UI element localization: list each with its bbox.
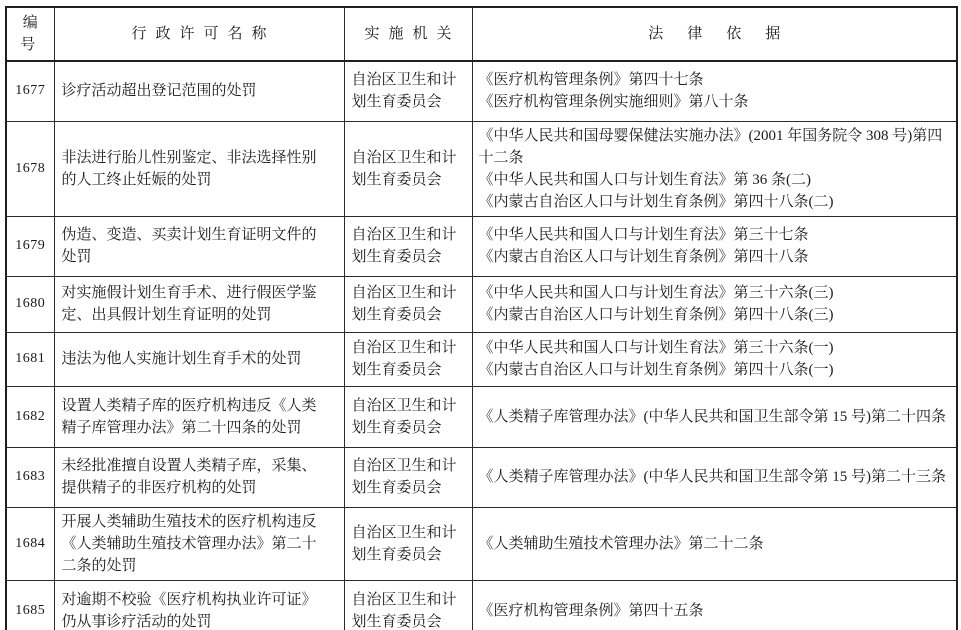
header-agency — [344, 7, 472, 61]
legal-basis-cell — [472, 216, 957, 276]
agency-cell: 自治区卫生和计划生育委员会 — [344, 276, 472, 332]
license-name-cell: 违法为他人实施计划生育手术的处罚 — [54, 332, 344, 386]
legal-basis-line: 《内蒙古自治区人口与计划生育条例》第四十八条(二) — [478, 193, 834, 210]
row-id-cell: 1685 — [6, 580, 54, 630]
table-row — [6, 276, 957, 332]
legal-basis-line: 《中华人民共和国母婴保健法实施办法》(2001 年国务院令 308 号)第四十二条 — [478, 127, 943, 166]
row-id-cell: 1682 — [6, 386, 54, 447]
table-row — [6, 216, 957, 276]
table-row — [6, 386, 957, 447]
agency-cell: 自治区卫生和计划生育委员会 — [344, 216, 472, 276]
table-row — [6, 61, 957, 121]
legal-basis-line: 《人类辅助生殖技术管理办法》第二十二条 — [478, 535, 764, 552]
legal-basis-line: 《内蒙古自治区人口与计划生育条例》第四十八条(一) — [478, 362, 834, 378]
header-legal-basis-label: 法律依据 — [648, 26, 805, 42]
row-id-cell: 1679 — [6, 216, 54, 276]
header-license-name-label: 行政许可名称 — [131, 26, 276, 42]
legal-basis-line: 《人类精子库管理办法》(中华人民共和国卫生部令第 15 号)第二十三条 — [478, 469, 946, 485]
agency-cell: 自治区卫生和计划生育委员会 — [344, 580, 472, 630]
license-name-cell: 开展人类辅助生殖技术的医疗机构违反《人类辅助生殖技术管理办法》第二十二条的处罚 — [54, 507, 344, 580]
agency-cell: 自治区卫生和计划生育委员会 — [344, 121, 472, 216]
row-id-cell: 1678 — [6, 121, 54, 216]
legal-basis-cell — [472, 61, 957, 121]
legal-basis-cell — [472, 121, 957, 216]
admin-license-table — [5, 6, 958, 630]
agency-cell: 自治区卫生和计划生育委员会 — [344, 386, 472, 447]
table-header-row — [6, 7, 957, 61]
table-row — [6, 332, 957, 386]
header-license-name — [54, 7, 344, 61]
license-name-cell: 设置人类精子库的医疗机构违反《人类精子库管理办法》第二十四条的处罚 — [54, 386, 344, 447]
legal-basis-cell — [472, 332, 957, 386]
license-name-cell: 诊疗活动超出登记范围的处罚 — [54, 61, 344, 121]
table-row — [6, 580, 957, 630]
legal-basis-cell — [472, 276, 957, 332]
license-name-cell: 非法进行胎儿性别鉴定、非法选择性别的人工终止妊娠的处罚 — [54, 121, 344, 216]
license-name-cell: 对实施假计划生育手术、进行假医学鉴定、出具假计划生育证明的处罚 — [54, 276, 344, 332]
legal-basis-line: 《中华人民共和国人口与计划生育法》第三十六条(三) — [478, 285, 834, 301]
table-row — [6, 121, 957, 216]
legal-basis-line: 《医疗机构管理条例》第四十五条 — [478, 602, 704, 619]
legal-basis-line: 《内蒙古自治区人口与计划生育条例》第四十八条(三) — [478, 307, 834, 323]
header-id-label: 编号 — [20, 15, 43, 53]
legal-basis-cell — [472, 447, 957, 507]
legal-basis-cell — [472, 580, 957, 630]
row-id-cell: 1684 — [6, 507, 54, 580]
license-name-cell: 伪造、变造、买卖计划生育证明文件的处罚 — [54, 216, 344, 276]
legal-basis-cell — [472, 507, 957, 580]
row-id-cell: 1677 — [6, 61, 54, 121]
table-row — [6, 507, 957, 580]
legal-basis-line: 《人类精子库管理办法》(中华人民共和国卫生部令第 15 号)第二十四条 — [478, 408, 946, 425]
legal-basis-line: 《内蒙古自治区人口与计划生育条例》第四十八条 — [478, 249, 809, 265]
license-name-cell: 对逾期不校验《医疗机构执业许可证》仍从事诊疗活动的处罚 — [54, 580, 344, 630]
agency-cell: 自治区卫生和计划生育委员会 — [344, 447, 472, 507]
legal-basis-line: 《医疗机构管理条例实施细则》第八十条 — [478, 94, 749, 111]
agency-cell: 自治区卫生和计划生育委员会 — [344, 61, 472, 121]
legal-basis-line: 《中华人民共和国人口与计划生育法》第三十六条(一) — [478, 340, 834, 356]
legal-basis-line: 《中华人民共和国人口与计划生育法》第 36 条(二) — [478, 171, 811, 188]
header-agency-label: 实施机关 — [364, 26, 461, 42]
legal-basis-cell — [472, 386, 957, 447]
license-name-cell: 未经批准擅自设置人类精子库，采集、提供精子的非医疗机构的处罚 — [54, 447, 344, 507]
header-id — [6, 7, 54, 61]
row-id-cell: 1680 — [6, 276, 54, 332]
table-row — [6, 447, 957, 507]
header-legal-basis — [472, 7, 957, 61]
row-id-cell: 1681 — [6, 332, 54, 386]
row-id-cell: 1683 — [6, 447, 54, 507]
legal-basis-line: 《中华人民共和国人口与计划生育法》第三十七条 — [478, 227, 809, 243]
legal-basis-line: 《医疗机构管理条例》第四十七条 — [478, 72, 704, 89]
agency-cell: 自治区卫生和计划生育委员会 — [344, 507, 472, 580]
agency-cell: 自治区卫生和计划生育委员会 — [344, 332, 472, 386]
